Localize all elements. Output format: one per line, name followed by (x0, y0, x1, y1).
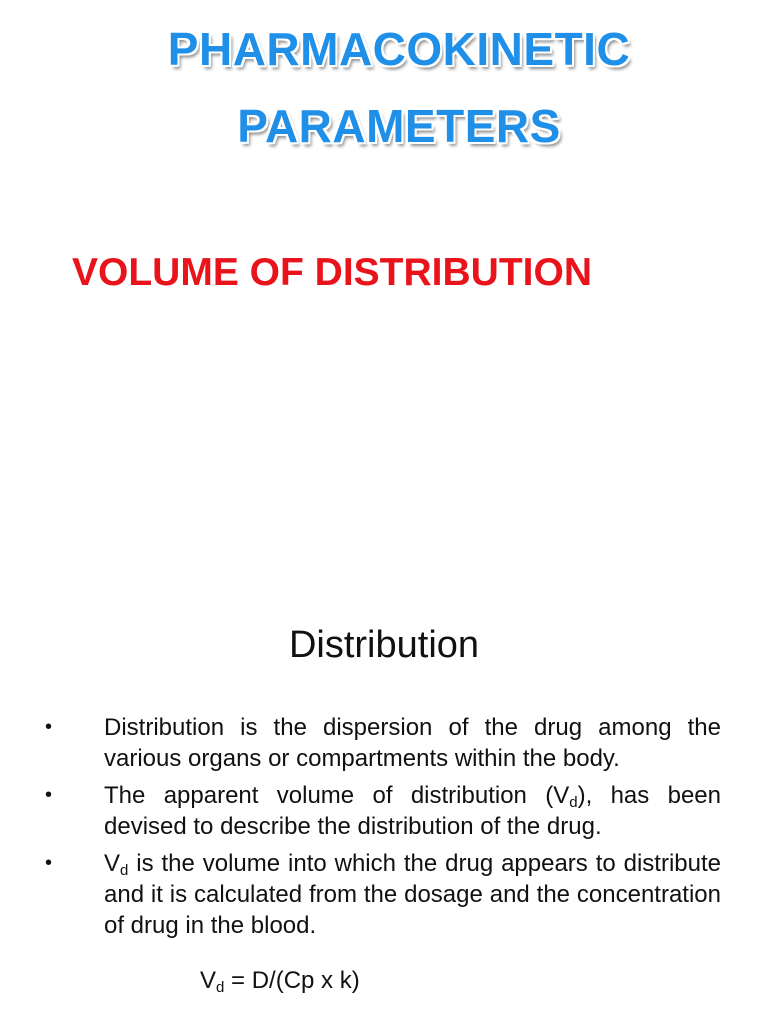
bullet-list (0, 712, 768, 947)
formula-lhs: V (200, 967, 217, 994)
formula-lhs-subscript: d (216, 979, 225, 996)
bullet-item-definition (0, 712, 768, 774)
vd-formula (200, 965, 360, 996)
vd-subscript: d (120, 862, 129, 879)
bullet-icon: • (45, 784, 53, 806)
bullet-text-before: V (104, 850, 121, 877)
bullet-text-before: The apparent volume of distribution (V (104, 782, 570, 809)
bullet-icon: • (45, 716, 53, 738)
vd-subscript: d (569, 794, 578, 811)
bullet-text (104, 848, 721, 941)
slide-title-line-1: PHARMACOKINETIC (167, 23, 631, 75)
section-heading: Distribution (288, 624, 480, 666)
bullet-item-vd-definition (0, 848, 768, 941)
bullet-text: Distribution is the dispersion of the drug among the various organs or compartments within the body. (104, 714, 721, 772)
slide-subtitle: VOLUME OF DISTRIBUTION (72, 251, 592, 294)
bullet-text-after: ), has been devised to describe the distribution of the drug. (104, 782, 721, 840)
bullet-icon: • (45, 852, 53, 874)
content-slide (0, 560, 768, 1024)
bullet-item-apparent-volume (0, 780, 768, 842)
slide-title-line-2: PARAMETERS (237, 100, 561, 152)
formula-rhs: = D/(Cp x k) (224, 967, 360, 994)
bullet-text (104, 780, 721, 842)
bullet-text-after: is the volume into which the drug appears to distribute and it is calculated from the dosage and the concentration of drug in the blood. (104, 850, 721, 939)
